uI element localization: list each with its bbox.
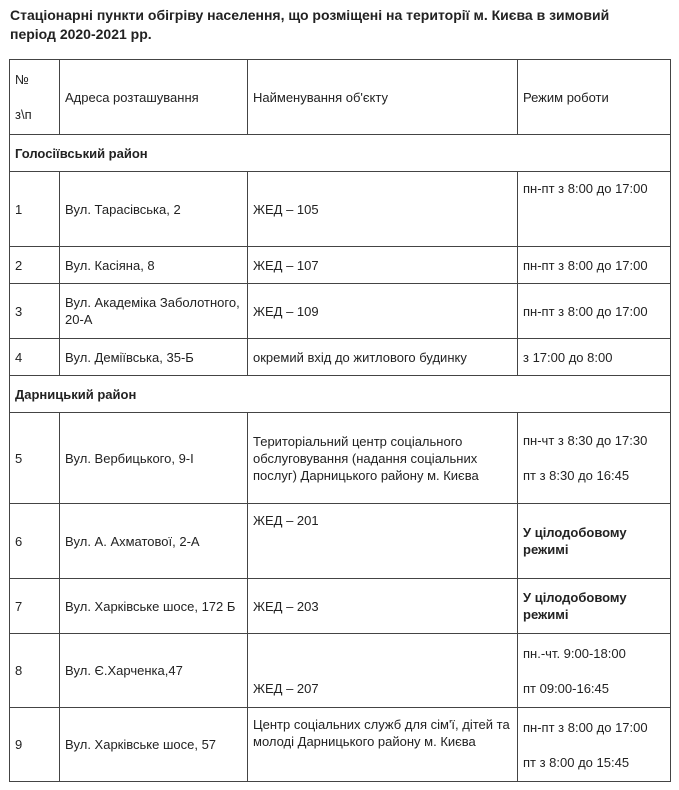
row-hours-friday: пт з 8:00 до 15:45 bbox=[523, 754, 630, 770]
row-hours: з 17:00 до 8:00 bbox=[518, 339, 671, 376]
row-hours-friday: пт 09:00-16:45 bbox=[523, 680, 609, 696]
table-row bbox=[10, 247, 671, 284]
row-number: 3 bbox=[10, 284, 60, 339]
row-number: 4 bbox=[10, 339, 60, 376]
header-address: Адреса розташування bbox=[60, 60, 248, 135]
row-number: 9 bbox=[10, 708, 60, 782]
row-address: Вул. Вербицького, 9-І bbox=[60, 413, 248, 504]
row-hours bbox=[518, 634, 671, 708]
district-name: Голосіївський район bbox=[10, 135, 671, 172]
row-hours bbox=[518, 708, 671, 782]
row-name: окремий вхід до житлового будинку bbox=[248, 339, 518, 376]
row-number: 8 bbox=[10, 634, 60, 708]
table-row bbox=[10, 504, 671, 579]
header-number-symbol: № bbox=[15, 72, 29, 87]
row-address: Вул. Деміївська, 35-Б bbox=[60, 339, 248, 376]
district-row bbox=[10, 135, 671, 172]
district-row bbox=[10, 376, 671, 413]
table-row bbox=[10, 339, 671, 376]
row-hours bbox=[518, 413, 671, 504]
row-address: Вул. Касіяна, 8 bbox=[60, 247, 248, 284]
heating-points-table bbox=[9, 59, 671, 782]
table-row bbox=[10, 708, 671, 782]
table-row bbox=[10, 413, 671, 504]
row-number: 6 bbox=[10, 504, 60, 579]
table-row bbox=[10, 284, 671, 339]
table-row bbox=[10, 634, 671, 708]
row-hours-weekdays: пн-чт з 8:30 до 17:30 bbox=[523, 433, 648, 448]
row-hours: пн-пт з 8:00 до 17:00 bbox=[518, 284, 671, 339]
row-name: ЖЕД – 107 bbox=[248, 247, 518, 284]
row-name: ЖЕД – 207 bbox=[248, 634, 518, 708]
row-number: 2 bbox=[10, 247, 60, 284]
row-name: ЖЕД – 203 bbox=[248, 579, 518, 634]
row-address: Вул. Харківське шосе, 172 Б bbox=[60, 579, 248, 634]
header-name: Найменування об'єкту bbox=[248, 60, 518, 135]
table-row bbox=[10, 579, 671, 634]
row-name: ЖЕД – 105 bbox=[248, 172, 518, 247]
row-number: 5 bbox=[10, 413, 60, 504]
row-address: Вул. Тарасівська, 2 bbox=[60, 172, 248, 247]
row-number: 7 bbox=[10, 579, 60, 634]
row-hours-weekdays: пн-пт з 8:00 до 17:00 bbox=[523, 719, 648, 735]
header-number-abbrev: з\п bbox=[15, 107, 32, 122]
row-hours: У цілодобовому режимі bbox=[518, 504, 671, 579]
row-hours-weekdays: пн.-чт. 9:00-18:00 bbox=[523, 645, 626, 661]
district-name: Дарницький район bbox=[10, 376, 671, 413]
row-name: ЖЕД – 201 bbox=[248, 504, 518, 579]
row-hours: пн-пт з 8:00 до 17:00 bbox=[518, 247, 671, 284]
row-name: Центр соціальних служб для сім'ї, дітей та молоді Дарницького району м. Києва bbox=[248, 708, 518, 782]
row-hours: пн-пт з 8:00 до 17:00 bbox=[518, 172, 671, 247]
row-address: Вул. А. Ахматової, 2-А bbox=[60, 504, 248, 579]
row-address: Вул. Академіка Заболотного, 20-А bbox=[60, 284, 248, 339]
header-number bbox=[10, 60, 60, 135]
row-address: Вул. Є.Харченка,47 bbox=[60, 634, 248, 708]
header-hours: Режим роботи bbox=[518, 60, 671, 135]
row-number: 1 bbox=[10, 172, 60, 247]
row-hours: У цілодобовому режимі bbox=[518, 579, 671, 634]
row-hours-friday: пт з 8:30 до 16:45 bbox=[523, 468, 630, 483]
row-name: Територіальний центр соціального обслуговування (надання соціальних послуг) Дарницького району м. Києва bbox=[248, 413, 518, 504]
row-address: Вул. Харківське шосе, 57 bbox=[60, 708, 248, 782]
page-title: Стаціонарні пункти обігріву населення, що розміщені на території м. Києва в зимовий період 2020-2021 рр. bbox=[10, 7, 610, 42]
table-row bbox=[10, 172, 671, 247]
table-header-row bbox=[10, 60, 671, 135]
row-name: ЖЕД – 109 bbox=[248, 284, 518, 339]
